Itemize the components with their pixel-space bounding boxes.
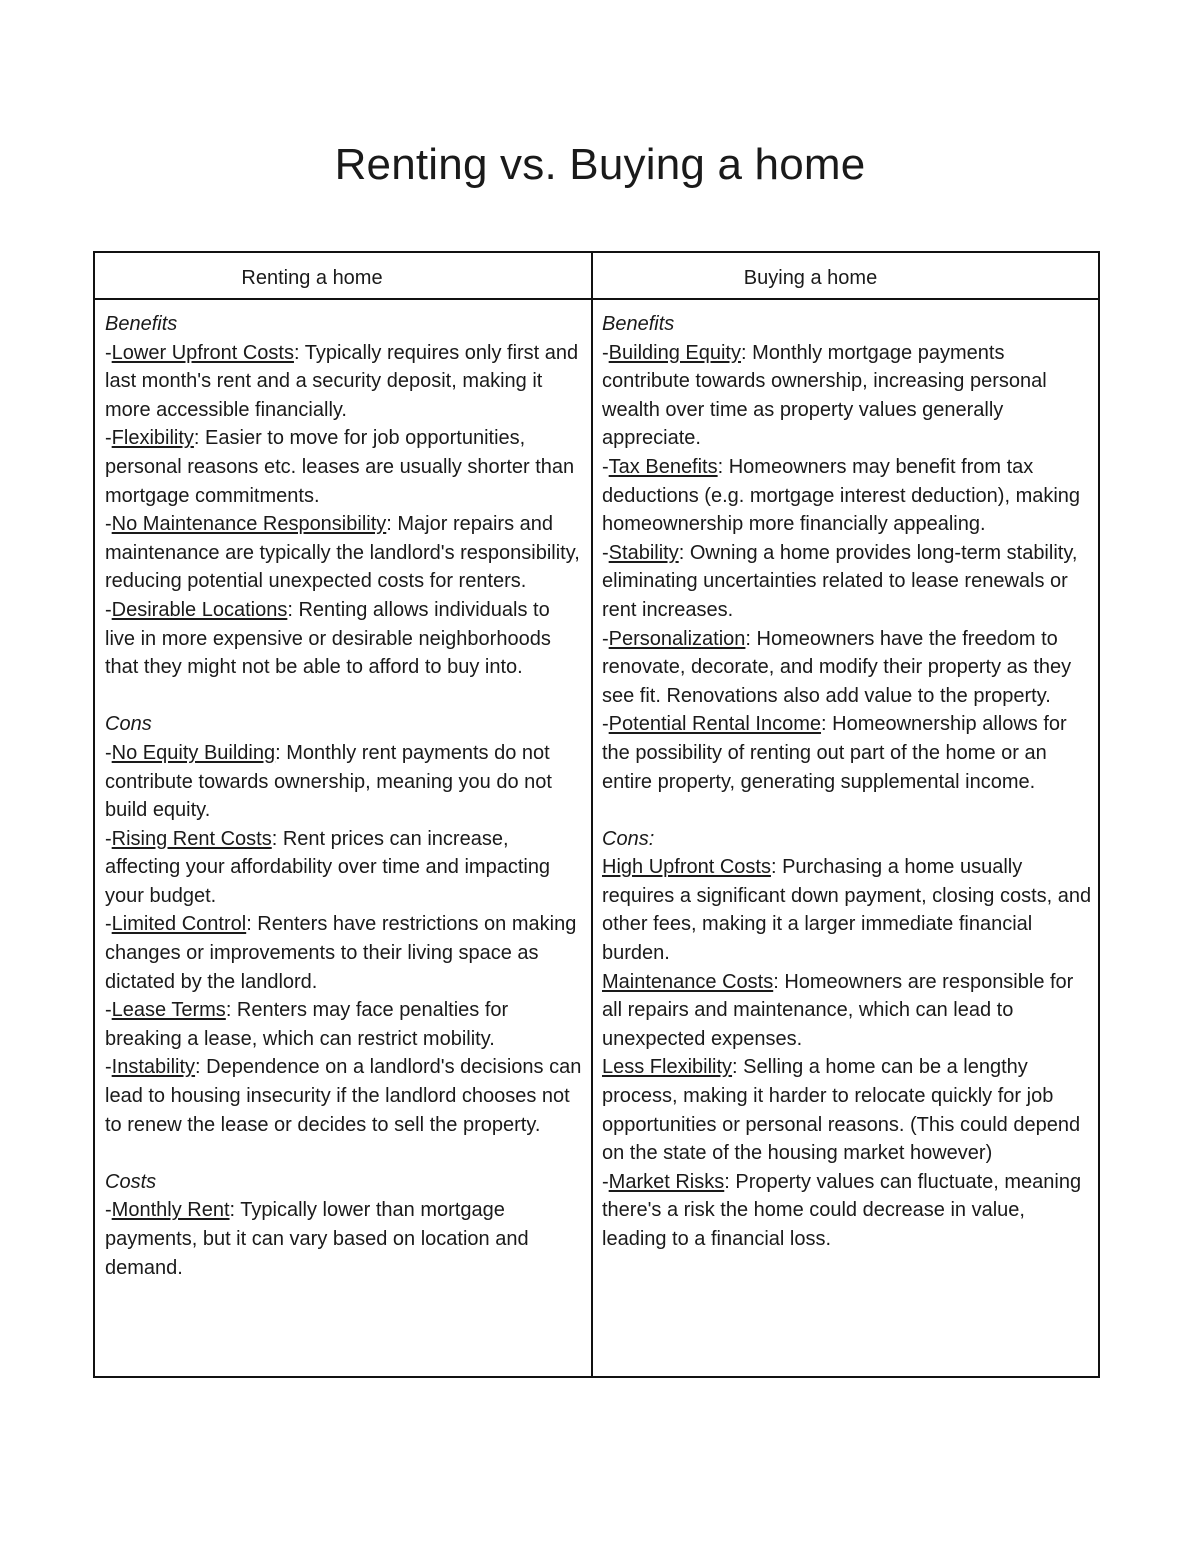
item-prefix: - xyxy=(602,455,609,478)
item-term: No Maintenance Responsibility xyxy=(111,513,387,536)
list-item xyxy=(602,1053,1092,1167)
item-term: Maintenance Costs xyxy=(602,970,774,993)
item-term: Desirable Locations xyxy=(111,598,288,621)
list-item xyxy=(105,510,585,596)
list-item xyxy=(105,739,585,825)
table-header-row xyxy=(95,253,1098,300)
list-item xyxy=(105,1053,585,1139)
item-prefix: - xyxy=(105,341,112,364)
buying-cons-list xyxy=(602,853,1092,1253)
item-description: : Property values can fluctuate, meaning there's a risk the home could decrease in value, leading to a financial loss. xyxy=(602,1170,1082,1250)
list-item xyxy=(602,853,1092,967)
item-prefix: - xyxy=(105,913,112,936)
item-description: : Typically requires only first and last month's rent and a security deposit, making it more accessible financially. xyxy=(105,341,579,421)
item-prefix: - xyxy=(105,741,112,764)
header-buying: Buying a home xyxy=(743,267,878,289)
renting-costs-list xyxy=(105,1196,585,1282)
comparison-table xyxy=(93,251,1100,1378)
list-item xyxy=(602,710,1092,796)
item-prefix: - xyxy=(105,1056,112,1079)
item-prefix: - xyxy=(105,513,112,536)
item-description: : Homeownership allows for the possibility of renting out part of the home or an entire property, generating supplemental income. xyxy=(602,713,1067,793)
list-item xyxy=(602,453,1092,539)
item-term: Stability xyxy=(608,541,679,564)
list-item xyxy=(602,625,1092,711)
item-prefix: - xyxy=(105,999,112,1022)
renting-cons-heading: Cons xyxy=(105,713,152,736)
list-item xyxy=(105,825,585,911)
list-item xyxy=(105,596,585,682)
item-description: : Selling a home can be a lengthy process, making it harder to relocate quickly for job opportunities or personal reasons. (This could depend on the state of the housing market however) xyxy=(602,1056,1081,1165)
item-prefix: - xyxy=(105,598,112,621)
item-term: Monthly Rent xyxy=(111,1199,230,1222)
buying-column xyxy=(602,310,1092,1254)
list-item xyxy=(602,968,1092,1054)
item-description: : Easier to move for job opportunities, personal reasons etc. leases are usually shorter than mortgage commitments. xyxy=(105,427,575,507)
item-prefix: - xyxy=(602,541,609,564)
item-prefix: - xyxy=(105,827,112,850)
buying-cons-heading: Cons: xyxy=(602,827,655,850)
item-description: : Purchasing a home usually requires a significant down payment, closing costs, and other fees, making it a larger immediate financial burden. xyxy=(602,856,1092,965)
renting-benefits-heading: Benefits xyxy=(105,313,178,335)
item-term: Lower Upfront Costs xyxy=(111,341,294,364)
renting-cons-list xyxy=(105,739,585,1139)
item-term: Market Risks xyxy=(608,1170,725,1193)
item-prefix: - xyxy=(602,627,609,650)
item-term: Rising Rent Costs xyxy=(111,827,272,850)
item-description: : Monthly mortgage payments contribute towards ownership, increasing personal wealth over time as property values generally appreciate. xyxy=(602,341,1047,450)
item-term: Less Flexibility xyxy=(602,1056,733,1079)
buying-benefits-list xyxy=(602,339,1092,797)
item-prefix: - xyxy=(602,341,609,364)
item-description: : Renters may face penalties for breaking a lease, which can restrict mobility. xyxy=(105,999,509,1050)
list-item xyxy=(602,539,1092,625)
item-term: Building Equity xyxy=(608,341,741,364)
renting-costs-heading: Costs xyxy=(105,1170,157,1193)
item-description: : Monthly rent payments do not contribute towards ownership, meaning you do not build equity. xyxy=(105,741,552,822)
spacer xyxy=(105,682,585,711)
list-item xyxy=(602,339,1092,453)
page-title: Renting vs. Buying a home xyxy=(334,140,866,189)
item-term: Instability xyxy=(111,1056,196,1079)
list-item xyxy=(602,1168,1092,1254)
item-term: Lease Terms xyxy=(111,999,226,1022)
item-prefix: - xyxy=(105,427,112,450)
spacer xyxy=(105,1139,585,1168)
item-description: : Typically lower than mortgage payments, but it can vary based on location and demand. xyxy=(105,1199,529,1279)
list-item xyxy=(105,996,585,1053)
item-description: : Dependence on a landlord's decisions can lead to housing insecurity if the landlord chooses not to renew the lease or decides to sell the property. xyxy=(105,1056,582,1136)
column-divider xyxy=(591,253,593,1376)
item-description: : Owning a home provides long-term stability, eliminating uncertainties related to lease renewals or rent increases. xyxy=(602,541,1078,621)
item-term: Personalization xyxy=(608,627,746,650)
item-term: Limited Control xyxy=(111,913,247,936)
item-term: Tax Benefits xyxy=(608,455,718,478)
item-prefix: - xyxy=(105,1199,112,1222)
item-term: Potential Rental Income xyxy=(608,713,822,736)
list-item xyxy=(105,424,585,510)
item-prefix: - xyxy=(602,713,609,736)
item-description: : Major repairs and maintenance are typically the landlord's responsibility, reducing potential unexpected costs for renters. xyxy=(105,513,580,593)
item-description: : Renters have restrictions on making changes or improvements to their living space as dictated by the landlord. xyxy=(105,913,577,993)
list-item xyxy=(105,339,585,425)
header-renting: Renting a home xyxy=(241,267,383,289)
list-item xyxy=(105,910,585,996)
item-description: : Homeowners may benefit from tax deductions (e.g. mortgage interest deduction), making homeownership more financially appealing. xyxy=(602,455,1081,536)
item-term: Flexibility xyxy=(111,427,194,450)
item-description: : Rent prices can increase, affecting your affordability over time and impacting your budget. xyxy=(105,827,551,907)
item-term: No Equity Building xyxy=(111,741,276,764)
renting-benefits-list xyxy=(105,339,585,682)
item-description: : Homeowners have the freedom to renovate, decorate, and modify their property as they see fit. Renovations also add value to the property. xyxy=(602,627,1072,707)
item-description: : Renting allows individuals to live in more expensive or desirable neighborhoods that they might not be able to afford to buy into. xyxy=(105,598,551,679)
buying-benefits-heading: Benefits xyxy=(602,313,675,335)
renting-column xyxy=(105,310,585,1282)
item-term: High Upfront Costs xyxy=(602,856,771,879)
item-description: : Homeowners are responsible for all repairs and maintenance, which can lead to unexpected expenses. xyxy=(602,970,1074,1050)
list-item xyxy=(105,1196,585,1282)
spacer xyxy=(602,796,1092,825)
item-prefix: - xyxy=(602,1170,609,1193)
